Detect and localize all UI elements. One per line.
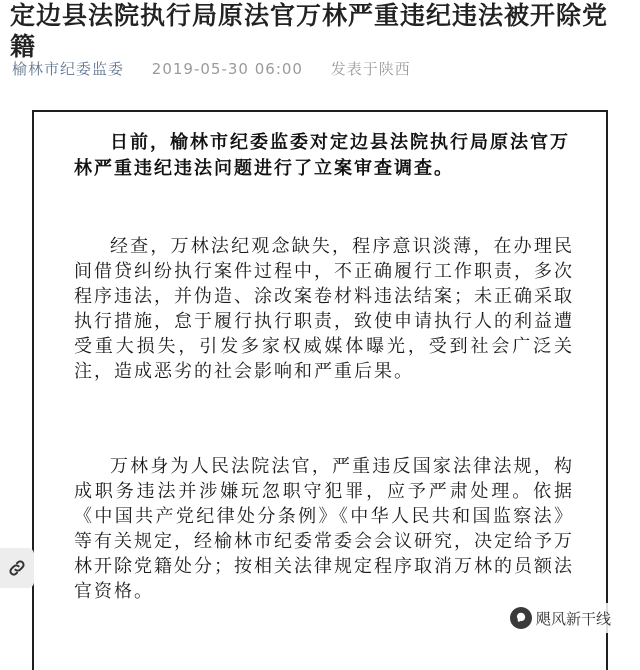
- source-watermark: [506, 603, 615, 633]
- publish-location: 发表于陕西: [330, 60, 411, 78]
- watermark-text: 飓风新干线: [536, 609, 612, 628]
- watermark-logo-icon: [510, 607, 532, 629]
- link-icon: [7, 558, 27, 578]
- article-title: 定边县法院执行局原法官万林严重违纪违法被开除党籍: [10, 1, 609, 61]
- notice-paragraph-decision: 万林身为人民法院法官，严重违反国家法律法规，构成职务违法并涉嫌玩忽职守犯罪，应予严肃处理。依据《中国共产党纪律处分条例》《中华人民共和国监察法》等有关规定，经榆林市纪委常委会会议研究，决定给予万林开除党籍处分；按相关法律规定程序取消万林的员额法官资格。: [74, 456, 574, 602]
- share-link-button[interactable]: [0, 548, 34, 588]
- article-source-link[interactable]: 榆林市纪委监委: [12, 60, 125, 78]
- notice-lead-paragraph: 日前，榆林市纪委监委对定边县法院执行局原法官万林严重违纪违法问题进行了立案审查调查。: [74, 132, 570, 179]
- article-meta: [12, 58, 632, 79]
- notice-paragraph-findings: 经查，万林法纪观念缺失，程序意识淡薄，在办理民间借贷纠纷执行案件过程中，不正确履行工作职责，多次程序违法，并伪造、涂改案卷材料违法结案；未正确采取执行措施，怠于履行执行职责，致使申请执行人的利益遭受重大损失，引发多家权威媒体曝光，受到社会广泛关注，造成恶劣的社会影响和严重后果。: [74, 236, 574, 382]
- notice-image-frame: [32, 110, 608, 670]
- publish-datetime: 2019-05-30 06:00: [151, 60, 303, 78]
